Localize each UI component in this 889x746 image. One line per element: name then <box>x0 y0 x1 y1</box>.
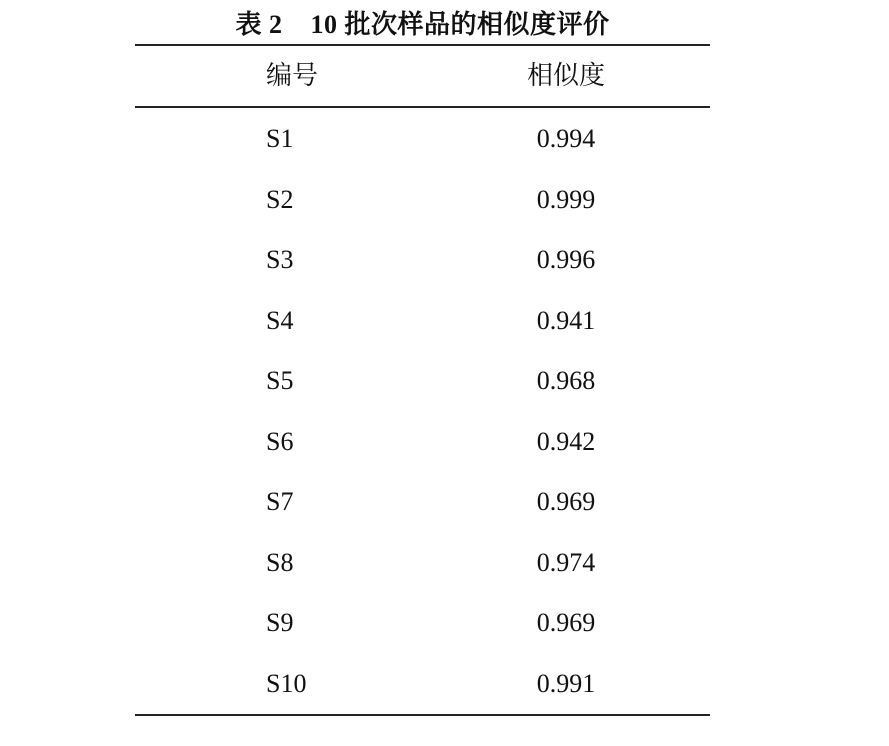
sample-id-cell: S1 <box>266 124 294 153</box>
similarity-cell: 0.942 <box>536 427 596 456</box>
table-bottom-rule <box>135 714 710 716</box>
header-similarity: 相似度 <box>526 61 605 90</box>
similarity-cell: 0.974 <box>536 548 596 577</box>
similarity-cell: 0.999 <box>536 185 596 214</box>
sample-id-cell: S6 <box>266 427 294 456</box>
header-id: 编号 <box>266 61 319 90</box>
similarity-cell: 0.969 <box>536 487 596 516</box>
similarity-cell: 0.969 <box>536 608 596 637</box>
table-header-rule <box>135 106 710 108</box>
sample-id-cell: S9 <box>266 608 294 637</box>
sample-id-cell: S5 <box>266 366 294 395</box>
table-caption: 表 2 10 批次样品的相似度评价 <box>235 10 610 39</box>
similarity-cell: 0.994 <box>536 124 596 153</box>
table-top-rule <box>135 44 710 46</box>
similarity-cell: 0.991 <box>536 669 596 698</box>
similarity-cell: 0.941 <box>536 306 596 335</box>
sample-id-cell: S3 <box>266 245 294 274</box>
similarity-cell: 0.996 <box>536 245 596 274</box>
similarity-cell: 0.968 <box>536 366 596 395</box>
sample-id-cell: S10 <box>266 669 307 698</box>
sample-id-cell: S7 <box>266 487 294 516</box>
sample-id-cell: S4 <box>266 306 294 335</box>
sample-id-cell: S8 <box>266 548 294 577</box>
sample-id-cell: S2 <box>266 185 294 214</box>
